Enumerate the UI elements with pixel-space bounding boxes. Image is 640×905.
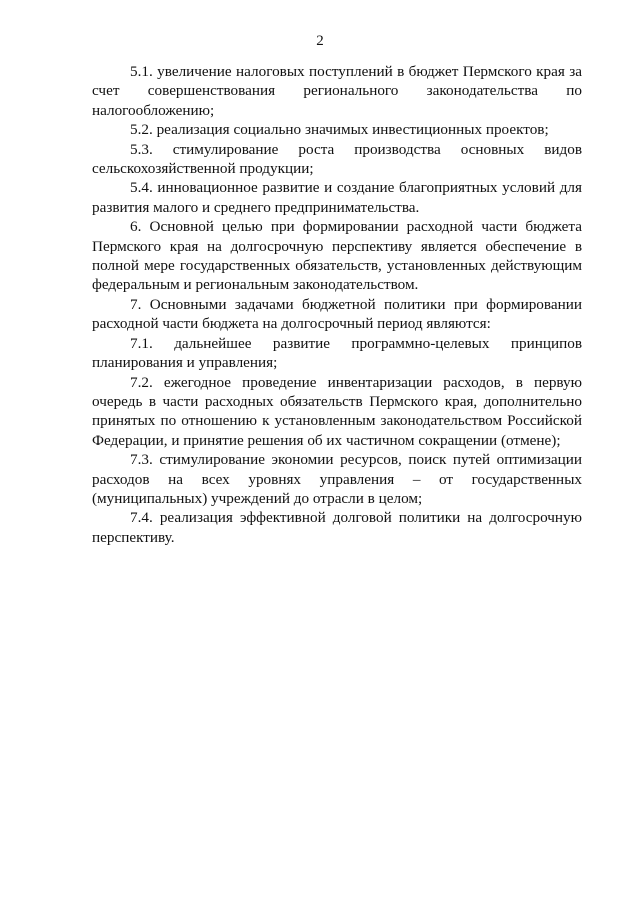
paragraph-5-1: 5.1. увеличение налоговых поступлений в бюджет Пермского края за счет совершенствования регионального законодательства по налогообложению; — [92, 63, 582, 119]
paragraph-6: 6. Основной целью при формировании расходной части бюджета Пермского края на долгосрочную перспективу является обеспечение в полной мере государственных обязательств, установленных действующим федеральным и региональным законодательством. — [92, 218, 582, 294]
paragraph-7-4: 7.4. реализация эффективной долговой политики на долгосрочную перспективу. — [92, 509, 582, 546]
page-number: 2 — [316, 33, 324, 49]
paragraph-7-3: 7.3. стимулирование экономии ресурсов, поиск путей оптимизации расходов на всех уровнях управления – от государственных (муниципальных) учреждений до отрасли в целом; — [92, 451, 582, 507]
document-body — [92, 62, 582, 547]
paragraph-5-3: 5.3. стимулирование роста производства основных видов сельскохозяйственной продукции; — [92, 140, 582, 178]
paragraph-7-1: 7.1. дальнейшее развитие программно-целевых принципов планирования и управления; — [92, 334, 582, 372]
paragraph-7-2: 7.2. ежегодное проведение инвентаризации расходов, в первую очередь в части расходных обязательств Пермского края, дополнительно принятых по отношению к установленным законодательством Российской Федерации, и принятие решения об их частичном сокращении (отмене); — [92, 373, 582, 449]
paragraph-5-2: 5.2. реализация социально значимых инвестиционных проектов; — [130, 121, 549, 139]
paragraph-5-4: 5.4. инновационное развитие и создание благоприятных условий для развития малого и среднего предпринимательства. — [92, 179, 582, 216]
paragraph-7: 7. Основными задачами бюджетной политики при формировании расходной части бюджета на долгосрочный период являются: — [92, 295, 582, 333]
